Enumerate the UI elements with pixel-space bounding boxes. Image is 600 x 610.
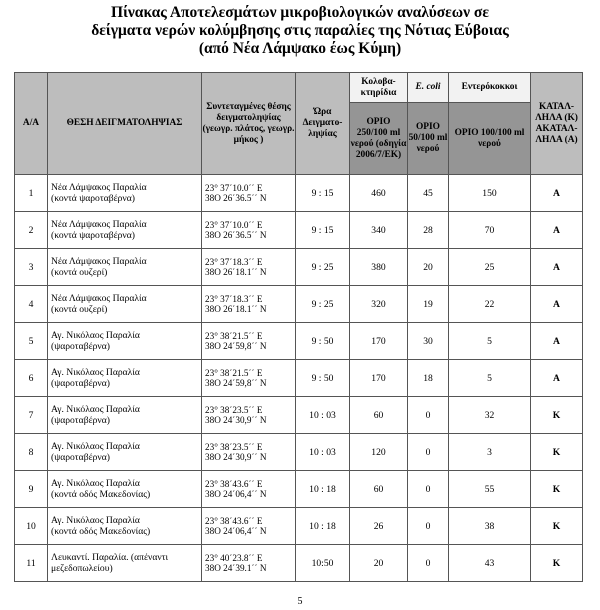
table-row — [15, 175, 583, 212]
location-detail: (κοντά ουζερί) — [51, 304, 108, 315]
ecoli-value: 28 — [408, 212, 449, 249]
location-cell — [48, 397, 202, 434]
row-number: 7 — [15, 397, 48, 434]
coordinates-cell — [202, 545, 296, 582]
latitude: 23° 38΄23.5΄΄ Ε — [205, 404, 263, 415]
location-cell — [48, 249, 202, 286]
table-row — [15, 397, 583, 434]
latitude: 23° 37΄10.0΄΄ Ε — [205, 182, 263, 193]
header-enterococci-limit: ΟΡΙΟ 100/100 ml νερού — [449, 103, 531, 175]
classification-value: Α — [531, 175, 583, 212]
location-name: Νέα Λάμψακος Παραλία — [51, 293, 147, 304]
location-detail: μεζεδοπωλείου) — [51, 563, 113, 574]
title-line-3: (από Νέα Λάμψακο έως Κύμη) — [198, 40, 402, 57]
enterococci-value: 150 — [449, 175, 531, 212]
table-row — [15, 212, 583, 249]
enterococci-value: 5 — [449, 360, 531, 397]
latitude: 23° 37΄18.3΄΄ Ε — [205, 293, 263, 304]
table-row — [15, 508, 583, 545]
classification-value: Α — [531, 286, 583, 323]
classification-value: Α — [531, 323, 583, 360]
header-coordinates: Συντεταγμένες θέσης δειγματοληψίας (γεωγρ. πλάτος, γεωγρ. μήκος ) — [202, 73, 296, 175]
ecoli-value: 0 — [408, 434, 449, 471]
classification-value: Κ — [531, 397, 583, 434]
row-number: 11 — [15, 545, 48, 582]
location-detail: (κοντά ψαροταβέρνα) — [51, 193, 135, 204]
header-time: Ώρα Δειγματο-ληψίας — [296, 73, 350, 175]
coordinates-cell — [202, 471, 296, 508]
sampling-time: 9 : 50 — [296, 323, 350, 360]
table-row — [15, 360, 583, 397]
header-location: ΘΕΣΗ ΔΕΙΓΜΑΤΟΛΗΨΙΑΣ — [48, 73, 202, 175]
table-row — [15, 249, 583, 286]
coordinates-cell — [202, 434, 296, 471]
location-cell — [48, 286, 202, 323]
sampling-time: 10 : 18 — [296, 471, 350, 508]
ecoli-value: 45 — [408, 175, 449, 212]
ecoli-value: 0 — [408, 471, 449, 508]
sampling-time: 9 : 50 — [296, 360, 350, 397]
location-name: Νέα Λάμψακος Παραλία — [51, 219, 147, 230]
enterococci-value: 22 — [449, 286, 531, 323]
sampling-time: 9 : 15 — [296, 175, 350, 212]
results-table — [14, 72, 583, 582]
location-name: Νέα Λάμψακος Παραλία — [51, 256, 147, 267]
latitude: 23° 38΄43.6΄΄ Ε — [205, 478, 263, 489]
ecoli-value: 0 — [408, 545, 449, 582]
latitude: 23° 38΄43.6΄΄ Ε — [205, 515, 263, 526]
enterococci-value: 43 — [449, 545, 531, 582]
classification-value: Α — [531, 249, 583, 286]
row-number: 6 — [15, 360, 48, 397]
latitude: 23° 38΄21.5΄΄ Ε — [205, 330, 263, 341]
location-name: Αγ. Νικόλαος Παραλία — [51, 478, 140, 489]
location-detail: (ψαροταβέρνα) — [51, 415, 110, 426]
title-line-2: δείγματα νερών κολύμβησης στις παραλίες της Νότιας Εύβοιας — [91, 22, 509, 39]
latitude: 23° 38΄21.5΄΄ Ε — [205, 367, 263, 378]
latitude: 23° 37΄18.3΄΄ Ε — [205, 256, 263, 267]
location-detail: (κοντά οδός Μακεδονίας) — [51, 489, 151, 500]
longitude: 38Ο 24΄30,9΄΄ Ν — [205, 415, 267, 425]
location-name: Αγ. Νικόλαος Παραλία — [51, 441, 140, 452]
coliform-value: 60 — [350, 397, 408, 434]
sampling-time: 10:50 — [296, 545, 350, 582]
coliform-value: 20 — [350, 545, 408, 582]
enterococci-value: 70 — [449, 212, 531, 249]
row-number: 9 — [15, 471, 48, 508]
location-name: Αγ. Νικόλαος Παραλία — [51, 515, 140, 526]
location-name: Αγ. Νικόλαος Παραλία — [51, 330, 140, 341]
coordinates-cell — [202, 249, 296, 286]
classification-value: Κ — [531, 471, 583, 508]
latitude: 23° 37΄10.0΄΄ Ε — [205, 219, 263, 230]
longitude: 38Ο 26΄18.1΄΄ Ν — [205, 304, 267, 314]
location-name: Νέα Λάμψακος Παραλία — [51, 182, 147, 193]
header-ecoli-limit: ΟΡΙΟ 50/100 ml νερού — [408, 103, 449, 175]
sampling-time: 9 : 25 — [296, 286, 350, 323]
header-coliform-limit: ΟΡΙΟ 250/100 ml νερού (οδηγία 2006/7/ΕΚ) — [350, 103, 408, 175]
sampling-time: 9 : 15 — [296, 212, 350, 249]
ecoli-value: 19 — [408, 286, 449, 323]
location-detail: (ψαροταβέρνα) — [51, 341, 110, 352]
coordinates-cell — [202, 212, 296, 249]
coliform-value: 460 — [350, 175, 408, 212]
coordinates-cell — [202, 360, 296, 397]
classification-value: Κ — [531, 508, 583, 545]
ecoli-value: 30 — [408, 323, 449, 360]
sampling-time: 10 : 03 — [296, 434, 350, 471]
coliform-value: 120 — [350, 434, 408, 471]
coordinates-cell — [202, 508, 296, 545]
location-detail: (κοντά ψαροταβέρνα) — [51, 230, 135, 241]
coliform-value: 320 — [350, 286, 408, 323]
longitude: 38Ο 24΄39.1΄΄ Ν — [205, 563, 267, 573]
header-aa: Α/Α — [15, 73, 48, 175]
longitude: 38Ο 26΄36.5΄΄ Ν — [205, 230, 267, 240]
sampling-time: 10 : 03 — [296, 397, 350, 434]
header-classification: ΚΑΤΑΛ-ΛΗΛΑ (Κ) ΑΚΑΤΑΛ-ΛΗΛΑ (Α) — [531, 73, 583, 175]
coliform-value: 380 — [350, 249, 408, 286]
sampling-time: 10 : 18 — [296, 508, 350, 545]
table-row — [15, 545, 583, 582]
coliform-value: 60 — [350, 471, 408, 508]
table-row — [15, 323, 583, 360]
location-name: Αγ. Νικόλαος Παραλία — [51, 404, 140, 415]
location-cell — [48, 360, 202, 397]
coliform-value: 340 — [350, 212, 408, 249]
ecoli-value: 18 — [408, 360, 449, 397]
coliform-value: 170 — [350, 360, 408, 397]
location-name: Λευκαντί. Παραλία. (απέναντι — [51, 552, 169, 563]
row-number: 10 — [15, 508, 48, 545]
page-title — [0, 4, 600, 58]
longitude: 38Ο 26΄18.1΄΄ Ν — [205, 267, 267, 277]
enterococci-value: 25 — [449, 249, 531, 286]
header-enterococci: Εντερόκοκκοι — [449, 73, 531, 103]
coordinates-cell — [202, 175, 296, 212]
location-cell — [48, 323, 202, 360]
coordinates-cell — [202, 397, 296, 434]
classification-value: Κ — [531, 545, 583, 582]
location-cell — [48, 212, 202, 249]
coliform-value: 26 — [350, 508, 408, 545]
classification-value: Α — [531, 212, 583, 249]
location-cell — [48, 471, 202, 508]
location-cell — [48, 175, 202, 212]
coliform-value: 170 — [350, 323, 408, 360]
ecoli-value: 0 — [408, 397, 449, 434]
classification-value: Α — [531, 360, 583, 397]
row-number: 3 — [15, 249, 48, 286]
location-cell — [48, 508, 202, 545]
location-detail: (ψαροταβέρνα) — [51, 378, 110, 389]
coordinates-cell — [202, 286, 296, 323]
location-cell — [48, 434, 202, 471]
enterococci-value: 32 — [449, 397, 531, 434]
table-row — [15, 286, 583, 323]
classification-value: Κ — [531, 434, 583, 471]
location-detail: (ψαροταβέρνα) — [51, 452, 110, 463]
longitude: 38Ο 24΄30,9΄΄ Ν — [205, 452, 267, 462]
title-line-1: Πίνακας Αποτελεσμάτων μικροβιολογικών αναλύσεων σε — [111, 4, 489, 21]
table-row — [15, 471, 583, 508]
row-number: 5 — [15, 323, 48, 360]
longitude: 38Ο 24΄06,4΄΄ Ν — [205, 526, 267, 536]
location-detail: (κοντά οδός Μακεδονίας) — [51, 526, 151, 537]
row-number: 1 — [15, 175, 48, 212]
header-ecoli: E. coli — [408, 73, 449, 103]
latitude: 23° 40΄23.8΄΄ Ε — [205, 552, 263, 563]
table-row — [15, 434, 583, 471]
latitude: 23° 38΄23.5΄΄ Ε — [205, 441, 263, 452]
header-coliform: Κολοβα-κτηρίδια — [350, 73, 408, 103]
longitude: 38Ο 24΄06,4΄΄ Ν — [205, 489, 267, 499]
enterococci-value: 38 — [449, 508, 531, 545]
enterococci-value: 5 — [449, 323, 531, 360]
coordinates-cell — [202, 323, 296, 360]
longitude: 38Ο 24΄59,8΄΄ Ν — [205, 341, 267, 351]
sampling-time: 9 : 25 — [296, 249, 350, 286]
enterococci-value: 3 — [449, 434, 531, 471]
location-name: Αγ. Νικόλαος Παραλία — [51, 367, 140, 378]
page-number: 5 — [297, 596, 303, 607]
row-number: 4 — [15, 286, 48, 323]
row-number: 2 — [15, 212, 48, 249]
row-number: 8 — [15, 434, 48, 471]
longitude: 38Ο 26΄36.5΄΄ Ν — [205, 193, 267, 203]
ecoli-value: 0 — [408, 508, 449, 545]
location-detail: (κοντά ουζερί) — [51, 267, 108, 278]
results-body — [15, 175, 583, 582]
ecoli-value: 20 — [408, 249, 449, 286]
enterococci-value: 55 — [449, 471, 531, 508]
location-cell — [48, 545, 202, 582]
longitude: 38Ο 24΄59,8΄΄ Ν — [205, 378, 267, 388]
